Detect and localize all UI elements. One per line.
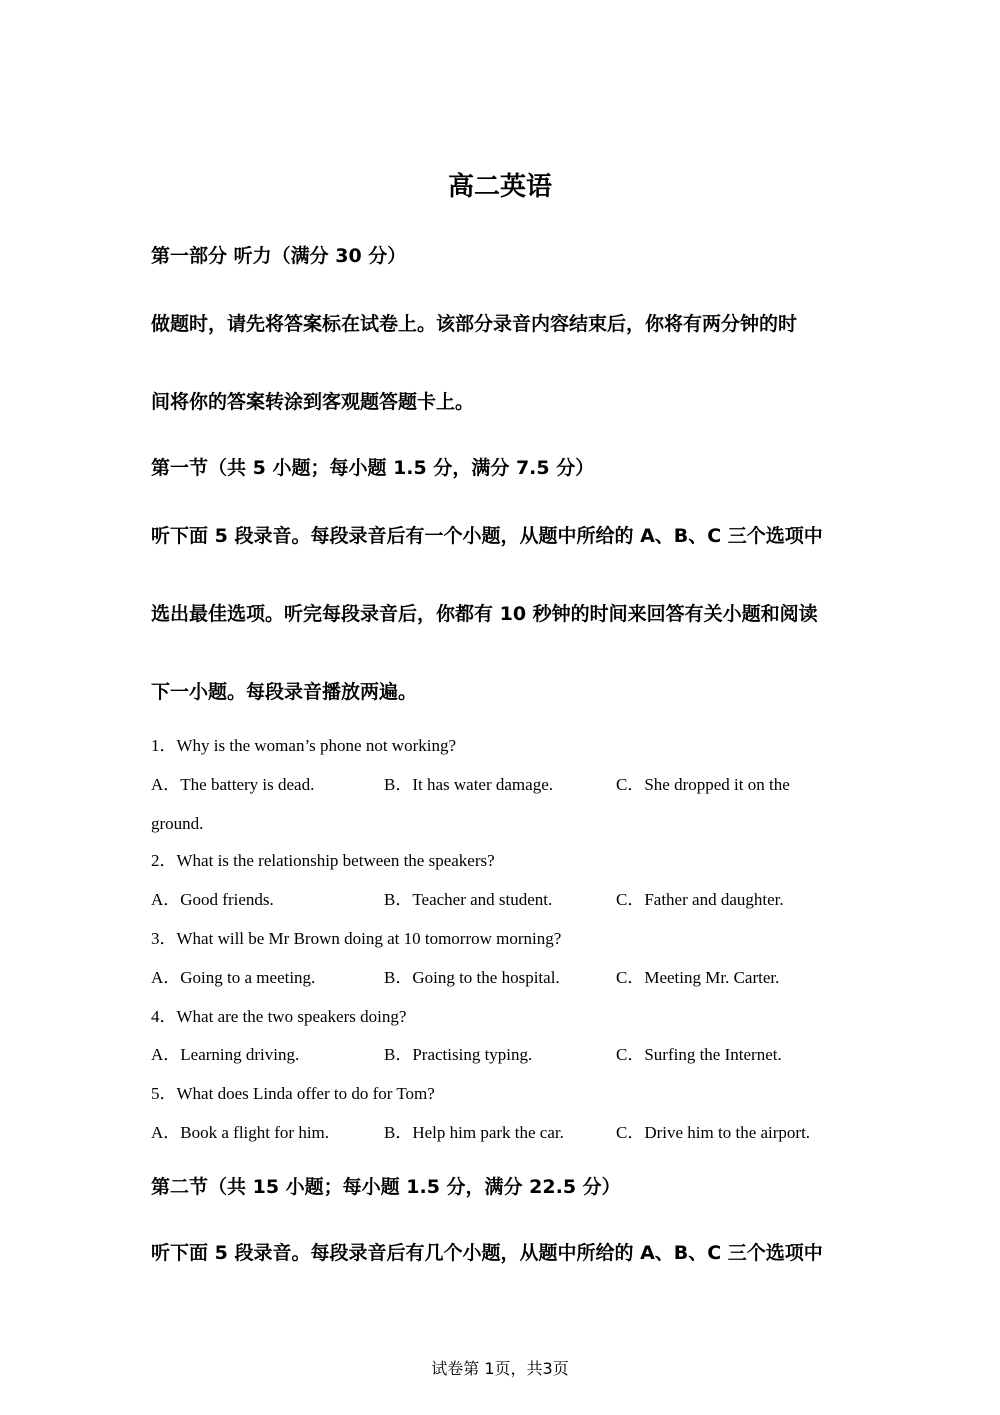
part1-instruction-line1: 做题时，请先将答案标在试卷上。该部分录音内容结束后，你将有两分钟的时 [151, 313, 798, 335]
option-b: B．Practising typing. [384, 1045, 533, 1064]
option-b: B．Help him park the car. [384, 1123, 564, 1142]
section1-heading: 第一节（共 5 小题；每小题 1.5 分，满分 7.5 分） [151, 457, 595, 479]
option-b: B．Teacher and student. [384, 890, 553, 909]
option-a: A．The battery is dead. [151, 775, 315, 794]
question-stem: 2．What is the relationship between the speakers? [151, 851, 495, 870]
question-stem: 1．Why is the woman’s phone not working? [151, 736, 457, 755]
option-c: C．She dropped it on the [616, 775, 790, 794]
section2-heading: 第二节（共 15 小题；每小题 1.5 分，满分 22.5 分） [151, 1176, 621, 1198]
page-title: 高二英语 [447, 172, 552, 202]
part1-instruction-line2: 间将你的答案转涂到客观题答题卡上。 [151, 391, 475, 413]
option-c: C．Meeting Mr. Carter. [616, 968, 780, 987]
question-stem: 4．What are the two speakers doing? [151, 1007, 407, 1026]
option-a: A．Book a flight for him. [151, 1123, 330, 1142]
option-b: B．It has water damage. [384, 775, 553, 794]
page-footer: 试卷第 1页，共3页 [431, 1359, 569, 1378]
section2-instruction-line1: 听下面 5 段录音。每段录音后有几个小题，从题中所给的 A、B、C 三个选项中 [151, 1242, 823, 1264]
section1-instruction-line3: 下一小题。每段录音播放两遍。 [151, 681, 418, 703]
option-c: C．Surfing the Internet. [616, 1045, 782, 1064]
section1-instruction-line1: 听下面 5 段录音。每段录音后有一个小题，从题中所给的 A、B、C 三个选项中 [151, 525, 823, 547]
part1-heading: 第一部分 听力（满分 30 分） [151, 245, 407, 267]
option-c-continued: ground. [151, 814, 204, 833]
option-c: C．Drive him to the airport. [616, 1123, 811, 1142]
question-stem: 5．What does Linda offer to do for Tom? [151, 1084, 435, 1103]
question-stem: 3．What will be Mr Brown doing at 10 tomorrow morning? [151, 929, 562, 948]
option-a: A．Good friends. [151, 890, 274, 909]
option-a: A．Going to a meeting. [151, 968, 316, 987]
section1-instruction-line2: 选出最佳选项。听完每段录音后，你都有 10 秒钟的时间来回答有关小题和阅读 [151, 603, 818, 625]
option-a: A．Learning driving. [151, 1045, 300, 1064]
option-c: C．Father and daughter. [616, 890, 784, 909]
option-b: B．Going to the hospital. [384, 968, 560, 987]
